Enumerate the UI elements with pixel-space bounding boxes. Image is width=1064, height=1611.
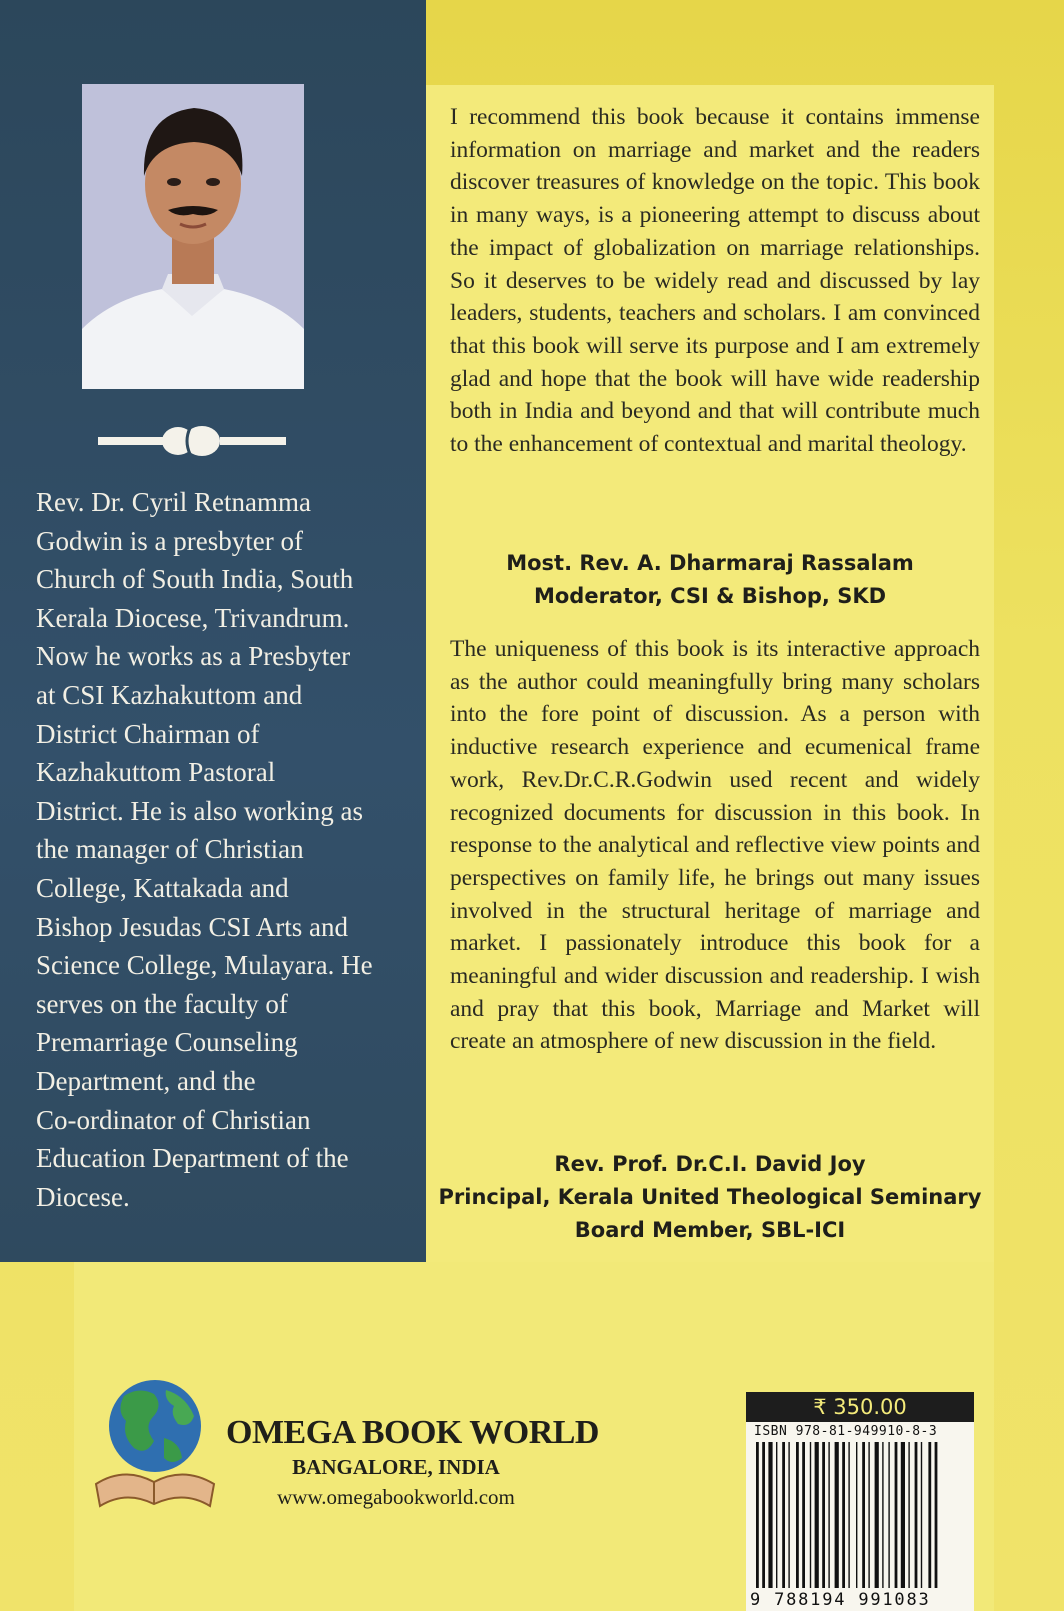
signature-line: Most. Rev. A. Dharmaraj Rassalam — [506, 551, 914, 575]
author-biography: Rev. Dr. Cyril Retnamma Godwin is a presbyter of Church of South India, South Kerala Diocese, Trivandrum. Now he works as a Presbyter at CSI Kazhakuttom and District Chairman of Kazhakuttom Pastoral District. He is also working as the manager of Christian College, Kattakada and Bishop Jesudas CSI Arts and Science College, Mulayara. He serves on the faculty of Premarriage Counseling Department, and the Co-ordinator of Christian Education Department of the Diocese. — [36, 487, 373, 1212]
ornament-divider — [98, 424, 286, 458]
barcode-graphic — [750, 1442, 970, 1592]
publisher-url: www.omegabookworld.com — [277, 1485, 515, 1509]
review-2-text: The uniqueness of this book is its interactive approach as the author could meaningfully bring many scholars into the fore point of discussion. As a person with inductive research experience and ecumenical frame work, Rev.Dr.C.R.Godwin used recent and widely recognized documents for discussion in this book. In response to the analytical and reflective view points and perspectives on family life, he brings out many issues involved in the structural heritage of marriage and market. I passionately introduce this book for a meaningful and wider discussion and readership. I wish and pray that this book, Marriage and Market will create an atmosphere of new discussion in the field. — [450, 636, 980, 1055]
isbn-number: ISBN 978-81-949910-8-3 — [754, 1424, 938, 1439]
review-1-signature — [430, 547, 990, 613]
publisher-block — [226, 1414, 599, 1512]
author-photo — [82, 84, 304, 389]
publisher-name: OMEGA BOOK WORLD — [226, 1414, 599, 1451]
signature-line: Board Member, SBL-ICI — [574, 1218, 846, 1242]
signature-line: Moderator, CSI & Bishop, SKD — [533, 584, 887, 608]
isbn-barcode — [746, 1422, 974, 1611]
price-label: ₹ 350.00 — [746, 1392, 974, 1422]
signature-line: Principal, Kerala United Theological Seminary — [438, 1185, 982, 1209]
review-1-text: I recommend this book because it contains immense information on marriage and market and the readers discover treasures of knowledge on the topic. This book in many ways, is a pioneering attempt to discuss about the impact of globalization on marriage relationships. So it deserves to be widely read and discussed by lay leaders, students, teachers and scholars. I am convinced that this book will serve its purpose and I am extremely glad and hope that the book will have wide readership both in India and beyond and that will contribute much to the enhancement of contextual and marital theology. — [450, 104, 980, 458]
publisher-city: BANGALORE, INDIA — [292, 1455, 500, 1479]
signature-line: Rev. Prof. Dr.C.I. David Joy — [554, 1152, 866, 1176]
publisher-logo-globe-book-icon — [94, 1366, 216, 1516]
ean-digits: 9 788194 991083 — [750, 1590, 931, 1610]
review-2-signature — [430, 1148, 990, 1247]
